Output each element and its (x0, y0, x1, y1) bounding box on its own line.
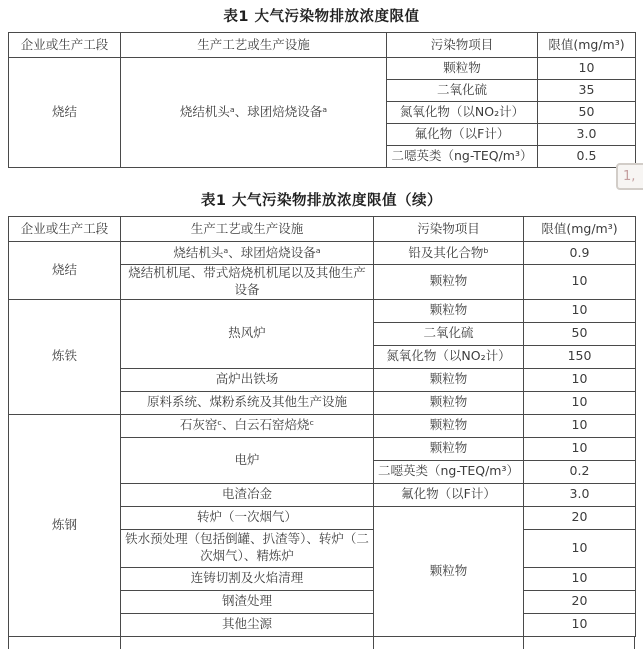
pollutant-cell: 颗粒物 (374, 265, 524, 300)
limit-cell: 20 (524, 506, 636, 529)
pollutant-cell: 氮氧化物（以NO₂计） (374, 345, 524, 368)
stub-line (634, 637, 635, 649)
pollutant-cell: 颗粒物 (374, 437, 524, 460)
stub-line (373, 637, 374, 649)
table-row (9, 242, 636, 265)
pollutant-cell: 二氧化硫 (387, 80, 538, 102)
process-cell: 高炉出铁场 (121, 368, 374, 391)
header-process: 生产工艺或生产设施 (121, 217, 374, 242)
pollutant-cell: 颗粒物 (374, 299, 524, 322)
pollutant-cell: 颗粒物 (374, 391, 524, 414)
table-row (9, 414, 636, 437)
pollutant-cell-merged: 颗粒物 (374, 506, 524, 636)
pollutant-cell: 氮氧化物（以NO₂计） (387, 102, 538, 124)
header-process: 生产工艺或生产设施 (121, 33, 387, 58)
process-cell: 电渣冶金 (121, 483, 374, 506)
pollutant-cell: 氟化物（以F计） (374, 483, 524, 506)
limit-cell: 35 (538, 80, 636, 102)
limit-cell: 50 (538, 102, 636, 124)
pollutant-cell: 二噁英类（ng-TEQ/m³） (387, 146, 538, 168)
process-cell: 铁水预处理（包括倒罐、扒渣等）、转炉（二次烟气）、精炼炉 (121, 529, 374, 567)
limit-cell: 0.2 (524, 460, 636, 483)
stub-line (523, 637, 524, 649)
limit-cell: 10 (524, 299, 636, 322)
process-cell: 原料系统、煤粉系统及其他生产设施 (121, 391, 374, 414)
process-cell: 烧结机头ᵃ、球团焙烧设备ᵃ (121, 58, 387, 168)
table1-header-row (9, 33, 636, 58)
pollutant-cell: 颗粒物 (387, 58, 538, 80)
pollutant-cell: 颗粒物 (374, 368, 524, 391)
limit-cell: 0.5 (538, 146, 636, 168)
header-limit: 限值(mg/m³) (524, 217, 636, 242)
process-cell: 烧结机头ᵃ、球团焙烧设备ᵃ (121, 242, 374, 265)
process-cell: 其他尘源 (121, 613, 374, 636)
limit-cell: 10 (524, 529, 636, 567)
process-cell: 转炉（一次烟气） (121, 506, 374, 529)
table2-header-row (9, 217, 636, 242)
process-cell: 烧结机机尾、带式焙烧机机尾以及其他生产设备 (121, 265, 374, 300)
section-label-sinter: 烧结 (9, 242, 121, 300)
limit-cell: 10 (524, 265, 636, 300)
process-cell: 电炉 (121, 437, 374, 483)
limit-cell: 20 (524, 590, 636, 613)
limit-cell: 10 (538, 58, 636, 80)
limit-cell: 10 (524, 613, 636, 636)
limit-cell: 0.9 (524, 242, 636, 265)
process-cell: 石灰窑ᶜ、白云石窑焙烧ᶜ (121, 414, 374, 437)
process-cell: 连铸切割及火焰清理 (121, 567, 374, 590)
limit-cell: 10 (524, 368, 636, 391)
limit-cell: 50 (524, 322, 636, 345)
header-pollutant: 污染物项目 (387, 33, 538, 58)
header-limit: 限值(mg/m³) (538, 33, 636, 58)
limit-cell: 10 (524, 567, 636, 590)
table2-title: 表1 大气污染物排放浓度限值（续） (200, 193, 443, 209)
section-label: 烧结 (9, 58, 121, 168)
table1 (8, 32, 636, 168)
limit-cell: 150 (524, 345, 636, 368)
pollutant-cell: 颗粒物 (374, 414, 524, 437)
header-enterprise: 企业或生产工段 (9, 217, 121, 242)
table-row (9, 58, 636, 80)
limit-cell: 3.0 (538, 124, 636, 146)
table2 (8, 216, 636, 637)
stub-line (8, 637, 9, 649)
table-continuation-stub (8, 637, 635, 649)
page-indicator-badge (616, 163, 643, 190)
page-indicator-text: 1, (623, 169, 636, 184)
pollutant-cell: 二噁英类（ng-TEQ/m³） (374, 460, 524, 483)
limit-cell: 10 (524, 437, 636, 460)
pollutant-cell: 铅及其化合物ᵇ (374, 242, 524, 265)
table1-title: 表1 大气污染物排放浓度限值 (223, 9, 420, 25)
header-enterprise: 企业或生产工段 (9, 33, 121, 58)
stub-line (120, 637, 121, 649)
process-cell: 热风炉 (121, 299, 374, 368)
pollutant-cell: 二氧化硫 (374, 322, 524, 345)
process-cell: 钢渣处理 (121, 590, 374, 613)
table-row (9, 299, 636, 322)
limit-cell: 3.0 (524, 483, 636, 506)
header-pollutant: 污染物项目 (374, 217, 524, 242)
section-label-steel: 炼钢 (9, 414, 121, 636)
pollutant-cell: 氟化物（以F计） (387, 124, 538, 146)
section-label-iron: 炼铁 (9, 299, 121, 414)
limit-cell: 10 (524, 414, 636, 437)
limit-cell: 10 (524, 391, 636, 414)
